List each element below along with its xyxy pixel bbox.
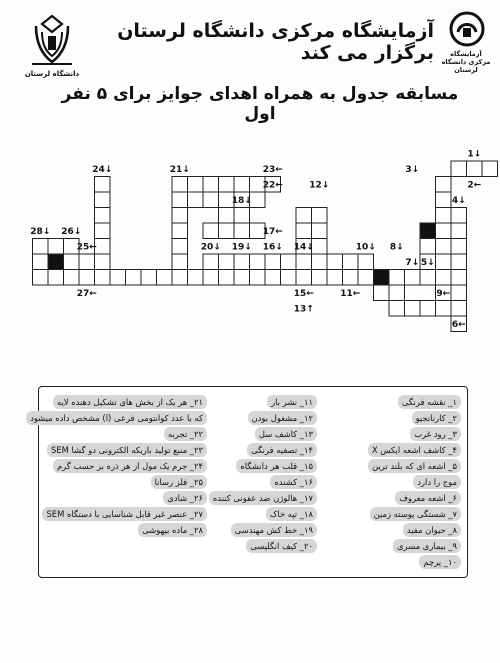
clue-text: ۱۹_ خط کش مهندسی — [231, 523, 317, 537]
clue-number-label: 11← — [340, 289, 361, 300]
crossword-cell[interactable] — [281, 254, 297, 270]
clue-item — [197, 521, 317, 535]
crossword-cell[interactable] — [203, 254, 219, 270]
clue-number-label: 8↓ — [389, 242, 404, 253]
central-lab-logo-icon — [448, 10, 486, 48]
clue-number-label: 18↓ — [231, 196, 252, 207]
clue-number-label: 24↓ — [92, 165, 113, 176]
clue-text: ۲۶_ شادی — [163, 491, 207, 505]
crossword-cell[interactable] — [203, 177, 219, 193]
clue-item — [197, 537, 317, 551]
crossword-cell[interactable] — [420, 301, 436, 317]
crossword-cell[interactable] — [405, 301, 421, 317]
crossword-cell[interactable] — [95, 192, 111, 208]
clue-text: که با عدد کوانتومی فرعی (l) مشخص داده میشود — [26, 411, 207, 425]
clue-number-label: 7↓ — [405, 258, 420, 269]
clue-number-label: 16↓ — [262, 242, 283, 253]
clue-item — [49, 441, 207, 455]
clue-text: ۱۴_ تصفیه فرنگی — [247, 443, 317, 457]
clue-number-label: 14↓ — [293, 242, 314, 253]
clue-text: ۷_ شستگی پوسته زمین — [370, 507, 461, 521]
clue-text: ۱۳_ کاشف سل — [255, 427, 317, 441]
crossword-cell[interactable] — [203, 223, 219, 239]
crossword-cell[interactable] — [296, 254, 312, 270]
crossword-cell[interactable] — [436, 223, 452, 239]
clue-text: ۴_ کاشف اشعه ایکس X — [368, 443, 461, 457]
clue-item — [197, 425, 317, 439]
clue-item — [197, 505, 317, 519]
crossword-cell[interactable] — [436, 239, 452, 255]
crossword-cell[interactable] — [79, 254, 95, 270]
clue-number-label: 22← — [262, 180, 283, 191]
crossword-black-cell — [420, 223, 436, 239]
crossword-cell[interactable] — [451, 285, 467, 301]
crossword-grid — [0, 110, 500, 340]
crossword-cell[interactable] — [79, 270, 95, 286]
clue-item — [341, 393, 461, 407]
crossword-cell[interactable] — [436, 301, 452, 317]
university-logo-icon — [26, 12, 78, 72]
clue-item — [49, 393, 207, 407]
crossword-cell[interactable] — [48, 239, 64, 255]
clue-text: ۲۲_ تجربه — [164, 427, 207, 441]
clue-number-label: 15← — [293, 289, 314, 300]
clues-column-2 — [197, 393, 317, 553]
clue-text: ۶_ اشعه معروف — [395, 491, 461, 505]
clue-number-label: 3↓ — [405, 165, 420, 176]
crossword-cell[interactable] — [95, 177, 111, 193]
crossword-cell[interactable] — [405, 270, 421, 286]
clue-number-label: 4↓ — [451, 196, 466, 207]
crossword-cell[interactable] — [203, 192, 219, 208]
crossword-cell[interactable] — [219, 223, 235, 239]
clue-item — [341, 425, 461, 439]
crossword-cell[interactable] — [420, 239, 436, 255]
clue-text: ۱۶_ کشنده — [270, 475, 317, 489]
clue-text: ۲_ کارنانجیو — [412, 411, 461, 425]
clue-text: ۸_ حیوان مفید — [403, 523, 461, 537]
crossword-cell[interactable] — [389, 301, 405, 317]
clues-column-3 — [30, 393, 207, 537]
crossword-cell[interactable] — [312, 208, 328, 224]
crossword-cell[interactable] — [312, 254, 328, 270]
clue-text: ۲۳_ منبع تولید باریکه الکترونی دو گشا SEM — [47, 443, 207, 457]
clue-text: ۲۵_ فلز رسانا — [151, 475, 207, 489]
clue-number-label: 10↓ — [355, 242, 376, 253]
crossword-cell[interactable] — [126, 270, 142, 286]
crossword-cell[interactable] — [48, 270, 64, 286]
crossword-cell[interactable] — [203, 270, 219, 286]
clue-number-label: 20↓ — [200, 242, 221, 253]
crossword-cell[interactable] — [250, 270, 266, 286]
crossword-cell[interactable] — [482, 161, 498, 177]
clue-item — [49, 473, 207, 487]
clue-item — [49, 489, 207, 503]
clue-number-label: 19↓ — [231, 242, 252, 253]
crossword-cell[interactable] — [188, 270, 204, 286]
crossword-cell[interactable] — [358, 270, 374, 286]
crossword-cell[interactable] — [327, 270, 343, 286]
clue-item — [197, 441, 317, 455]
clue-item — [341, 441, 461, 455]
crossword-cell[interactable] — [33, 239, 49, 255]
crossword-cell[interactable] — [389, 285, 405, 301]
right-logo-caption: آزمایشگاه مرکزی دانشگاه لرستان — [441, 50, 491, 74]
crossword-cell[interactable] — [95, 223, 111, 239]
clues-column-1 — [341, 393, 461, 569]
clue-text: ۲۴_ جرم یک مول از هر ذره بر حسب گرم — [53, 459, 207, 473]
left-logo-caption: دانشگاه لرستان — [24, 70, 80, 78]
crossword-cell[interactable] — [172, 254, 188, 270]
crossword-cell[interactable] — [343, 254, 359, 270]
clue-number-label: 1↓ — [467, 149, 482, 160]
clue-item — [197, 409, 317, 423]
crossword-cell[interactable] — [234, 177, 250, 193]
crossword-cell[interactable] — [451, 239, 467, 255]
clue-item — [49, 425, 207, 439]
crossword-cell[interactable] — [234, 208, 250, 224]
crossword-cell[interactable] — [436, 270, 452, 286]
crossword-cell[interactable] — [95, 208, 111, 224]
clue-item — [341, 537, 461, 551]
crossword-cell[interactable] — [234, 223, 250, 239]
clue-text: ۲۸_ ماده بیهوشی — [138, 523, 207, 537]
crossword-cell[interactable] — [110, 270, 126, 286]
crossword-cell[interactable] — [451, 161, 467, 177]
clue-item — [341, 409, 461, 423]
contest-subtitle: مسابقه جدول به همراه اهدای جوایز برای ۵ نفر اول — [61, 84, 459, 124]
clue-number-label: 9← — [436, 289, 451, 300]
clue-text: ۱۷_ هالوژن ضد عفونی کننده — [209, 491, 317, 505]
crossword-cell[interactable] — [250, 192, 266, 208]
crossword-cell[interactable] — [172, 192, 188, 208]
clue-item — [197, 393, 317, 407]
clue-number-label: 23← — [262, 165, 283, 176]
header — [8, 6, 492, 82]
clue-number-label: 21↓ — [169, 165, 190, 176]
crossword-cell[interactable] — [95, 270, 111, 286]
crossword-cell[interactable] — [172, 270, 188, 286]
crossword-cell[interactable] — [312, 223, 328, 239]
clue-number-label: 25← — [76, 242, 97, 253]
clue-text: ۲۷_ عنصر غیر قابل شناسایی با دستگاه SEM — [42, 507, 207, 521]
main-title: آزمایشگاه مرکزی دانشگاه لرستان برگزار می کند — [117, 20, 434, 64]
crossword-cell[interactable] — [389, 270, 405, 286]
clue-number-label: 17← — [262, 227, 283, 238]
crossword-cell[interactable] — [265, 254, 281, 270]
crossword-cell[interactable] — [234, 270, 250, 286]
clue-number-label: 26↓ — [61, 227, 82, 238]
clue-item — [341, 505, 461, 519]
crossword-cell[interactable] — [451, 301, 467, 317]
crossword-cell[interactable] — [436, 192, 452, 208]
clue-text: ۱_ نقشه فرنگی — [398, 395, 461, 409]
clue-number-label: 13↑ — [293, 304, 314, 315]
clue-text: موج را دارد — [413, 475, 461, 489]
clue-text: ۱۱_ نشر بار — [267, 395, 317, 409]
crossword-cell[interactable] — [296, 223, 312, 239]
clue-text: ۱۲_ مشغول بودن — [248, 411, 317, 425]
clue-item — [46, 505, 207, 519]
crossword-cell[interactable] — [296, 270, 312, 286]
crossword-cell[interactable] — [358, 254, 374, 270]
crossword-cell[interactable] — [312, 239, 328, 255]
clue-item — [341, 553, 461, 567]
crossword-cell[interactable] — [188, 177, 204, 193]
crossword-cell[interactable] — [172, 239, 188, 255]
clues-panel — [30, 386, 468, 578]
crossword-cell[interactable] — [95, 254, 111, 270]
crossword-cell[interactable] — [219, 270, 235, 286]
crossword-cell[interactable] — [188, 192, 204, 208]
clue-item — [341, 473, 461, 487]
crossword-cell[interactable] — [219, 254, 235, 270]
crossword-cell[interactable] — [451, 208, 467, 224]
clue-item — [197, 473, 317, 487]
crossword-cell[interactable] — [451, 223, 467, 239]
crossword-cell[interactable] — [296, 208, 312, 224]
crossword-cell[interactable] — [219, 177, 235, 193]
crossword-cell[interactable] — [420, 270, 436, 286]
crossword-cell[interactable] — [234, 254, 250, 270]
clue-number-label: 12↓ — [309, 180, 330, 191]
crossword-cell[interactable] — [312, 270, 328, 286]
crossword-cell[interactable] — [250, 254, 266, 270]
crossword-cell[interactable] — [343, 270, 359, 286]
clue-text: ۲۱_ هر یک از بخش های تشکیل دهنده لایه — [53, 395, 207, 409]
crossword-cell[interactable] — [64, 270, 80, 286]
clue-number-label: 5↓ — [420, 258, 435, 269]
crossword-cell[interactable] — [467, 161, 483, 177]
clue-text: ۳_ رود غرب — [410, 427, 461, 441]
crossword-cell[interactable] — [451, 254, 467, 270]
clue-item — [341, 457, 461, 471]
clue-item — [341, 521, 461, 535]
clue-item — [30, 409, 207, 423]
crossword-cell[interactable] — [141, 270, 157, 286]
clue-item — [49, 521, 207, 535]
clue-item — [341, 489, 461, 503]
crossword-black-cell — [48, 254, 64, 270]
clue-item — [197, 489, 317, 503]
clue-number-label: 27← — [76, 289, 97, 300]
clue-item — [49, 457, 207, 471]
clue-text: ۵_ اشعه ای که بلند ترین — [368, 459, 461, 473]
clue-text: ۱۵_ قلب هر دانشگاه — [236, 459, 317, 473]
crossword-cell[interactable] — [172, 208, 188, 224]
crossword-cell[interactable] — [327, 254, 343, 270]
crossword-cell[interactable] — [172, 223, 188, 239]
crossword-cell[interactable] — [157, 270, 173, 286]
crossword-cell[interactable] — [281, 270, 297, 286]
clue-text: ۲۰_ کیف انگلیسی — [246, 539, 317, 553]
crossword-cell[interactable] — [436, 208, 452, 224]
crossword-cell[interactable] — [374, 285, 390, 301]
clue-number-label: 6← — [451, 320, 466, 331]
clue-number-label: 28↓ — [30, 227, 51, 238]
clue-item — [197, 457, 317, 471]
crossword-cell[interactable] — [95, 239, 111, 255]
crossword-cell[interactable] — [219, 208, 235, 224]
crossword-cell[interactable] — [265, 270, 281, 286]
crossword-cell[interactable] — [451, 270, 467, 286]
crossword-cell[interactable] — [436, 254, 452, 270]
crossword-cell[interactable] — [33, 254, 49, 270]
clue-text: ۱۰_ پرچم — [419, 555, 461, 569]
clue-number-label: 2← — [467, 180, 482, 191]
crossword-cell[interactable] — [33, 270, 49, 286]
crossword-cell[interactable] — [64, 254, 80, 270]
clue-text: ۱۸_ تپه خاک — [266, 507, 317, 521]
crossword-black-cell — [374, 270, 390, 286]
crossword-cell[interactable] — [172, 177, 188, 193]
clue-text: ۹_ بیماری مسری — [393, 539, 461, 553]
crossword-cell[interactable] — [436, 177, 452, 193]
